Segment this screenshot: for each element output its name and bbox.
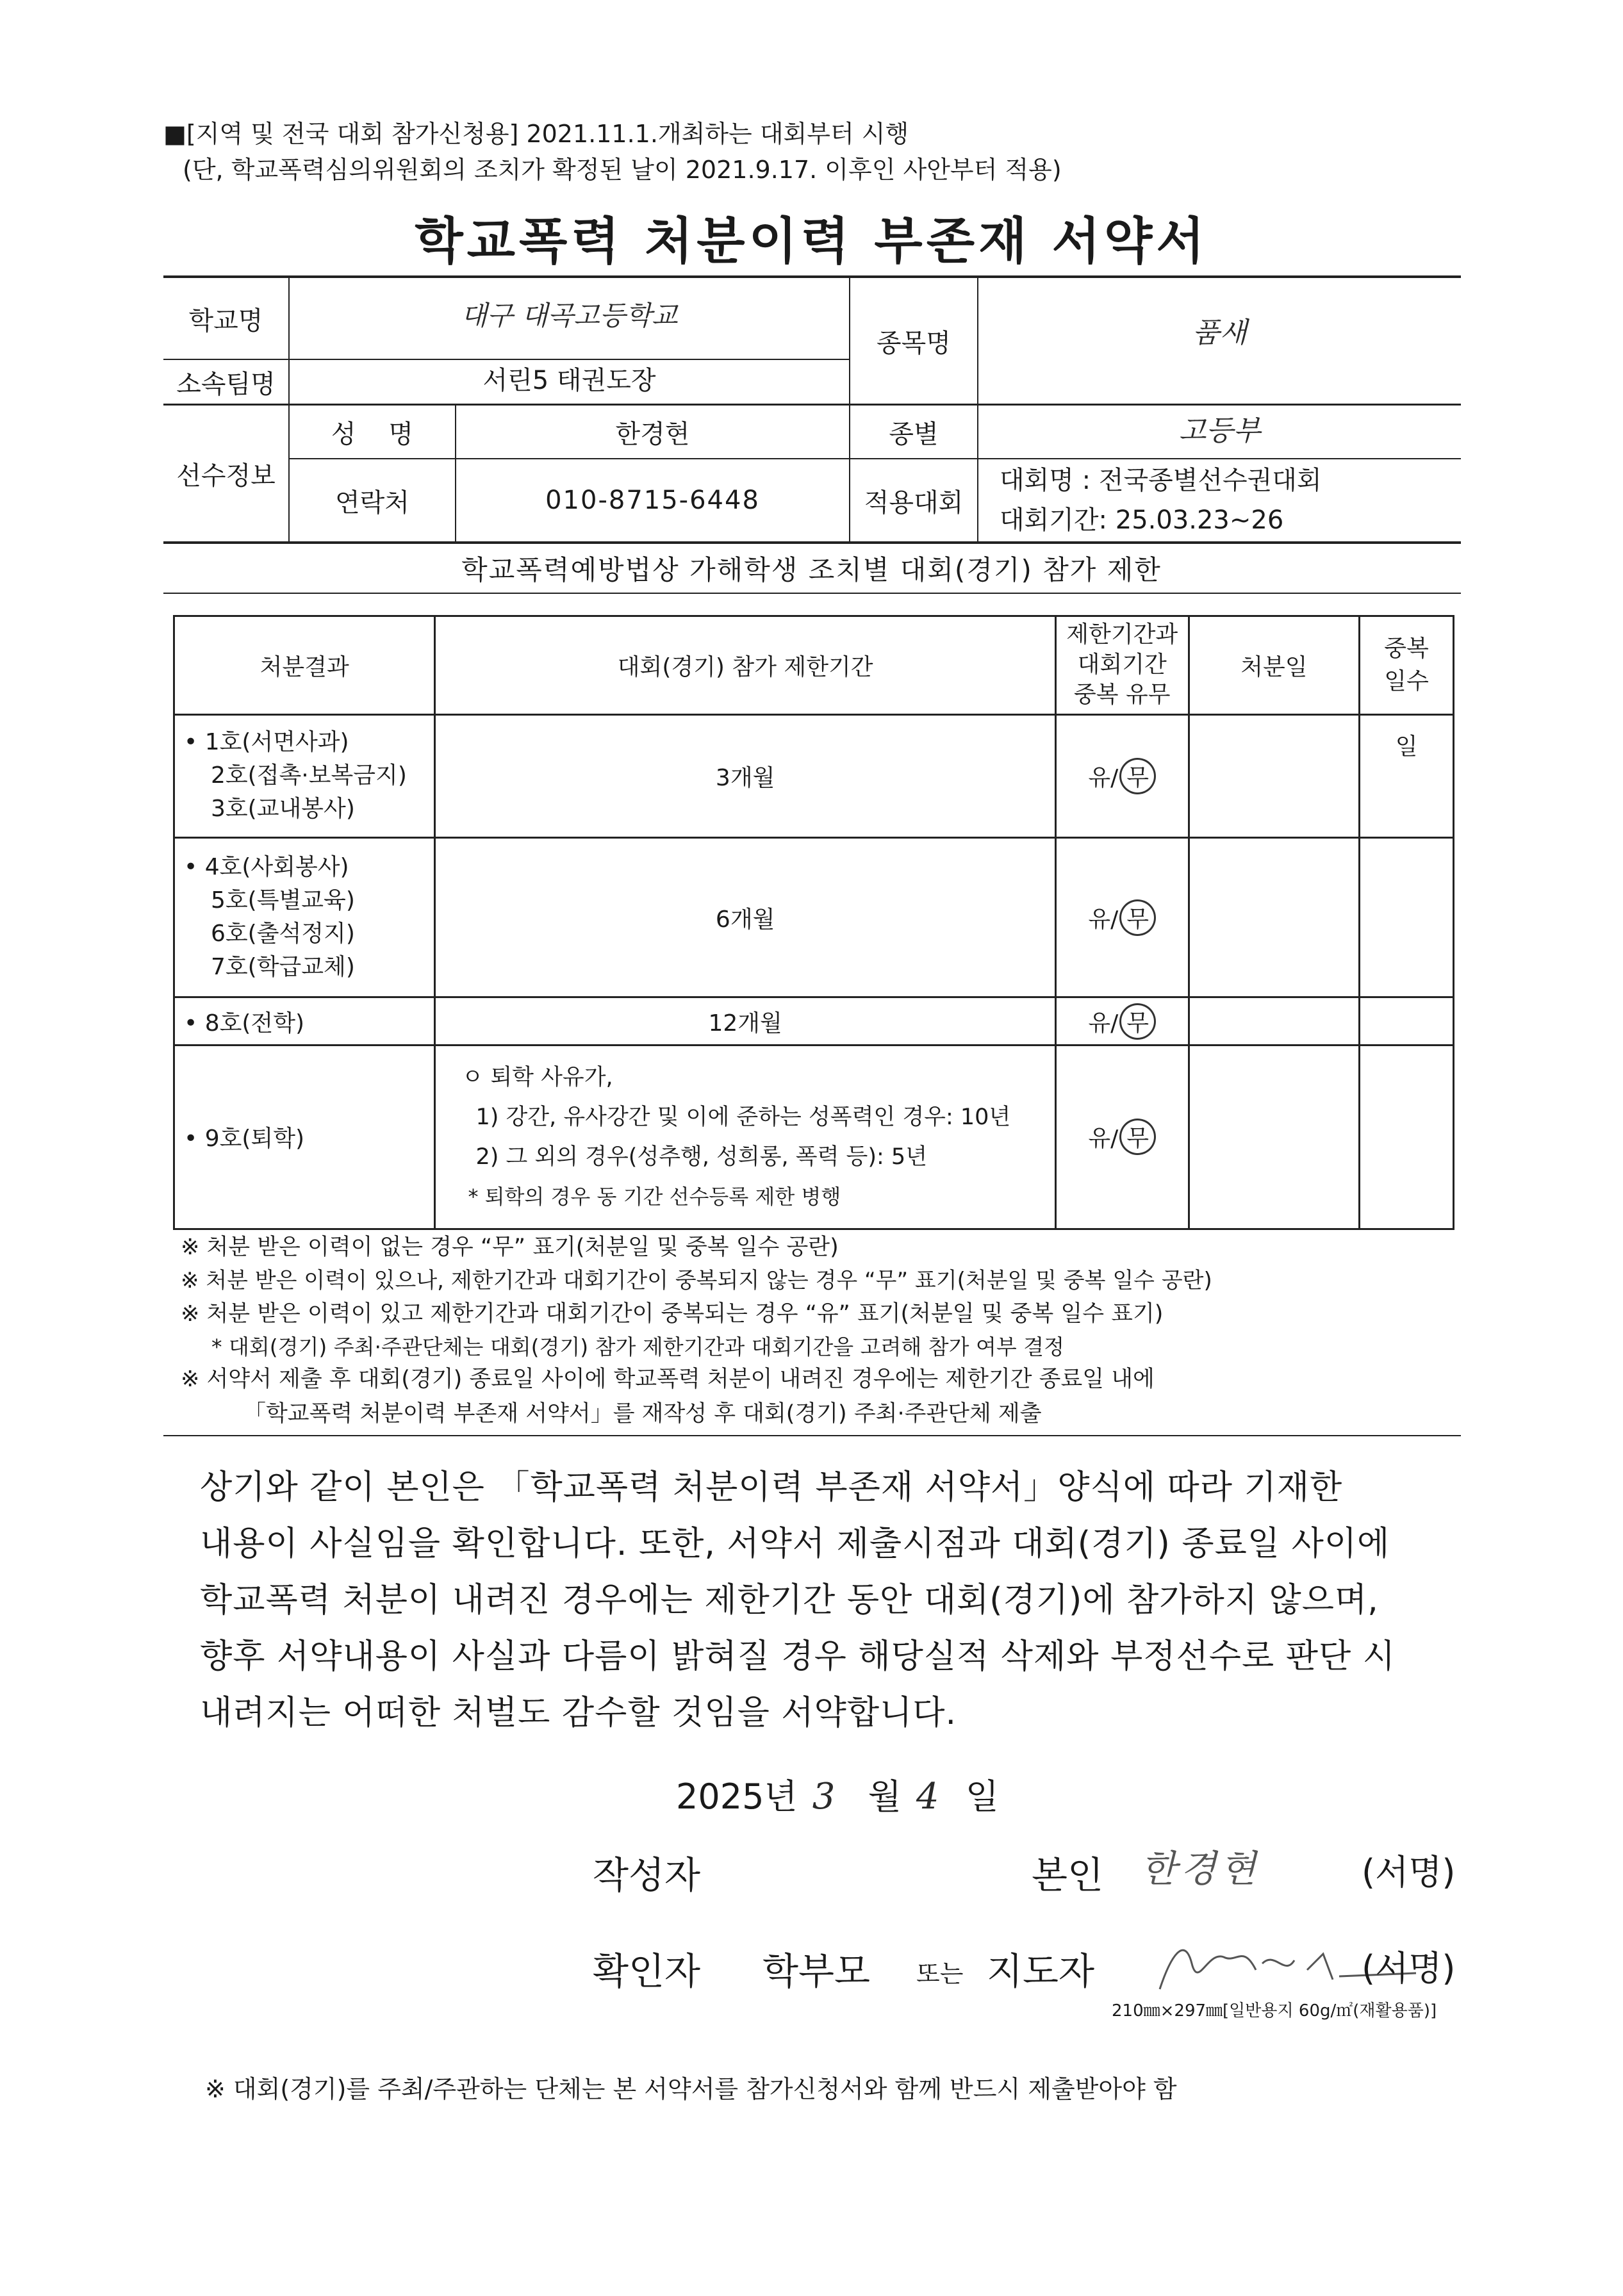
header-date: 처분일 (1189, 616, 1360, 715)
event-label: 종목명 (877, 329, 951, 358)
sanction-header-row (174, 616, 1454, 715)
name-value: 한경현 (615, 419, 690, 449)
writer-label: 작성자 (593, 1853, 701, 1897)
result-cell: • 9호(퇴학) (174, 1045, 435, 1229)
result-cell: • 8호(전학) (174, 997, 435, 1045)
days-cell: 일 (1360, 715, 1454, 837)
paper-spec: 210㎜×297㎜[일반용지 60g/㎡(재활용품)] (1112, 2001, 1437, 2021)
result-cell: • 4호(사회봉사) 5호(특별교육) 6호(출석정지) 7호(학급교체) (174, 837, 435, 997)
note-1: ※ 처분 받은 이력이 없는 경우 “무” 표기(처분일 및 중복 일수 공란) (181, 1234, 839, 1260)
school-value: 대구 대곡고등학교 (461, 300, 678, 331)
footer-note: ※ 대회(경기)를 주최/주관하는 단체는 본 서약서를 참가신청서와 함께 반드시 제출받아야 함 (205, 2075, 1177, 2103)
competition-name: 대회명 : 전국종별선수권대회 (1000, 466, 1322, 495)
header-days: 중복 일수 (1360, 616, 1454, 715)
self-signature: 한경현 (1141, 1847, 1260, 1890)
header-result: 처분결과 (174, 616, 435, 715)
overlap-cell: 유/ 무 (1055, 1045, 1189, 1229)
note-6: 「학교폭력 처분이력 부존재 서약서」를 재작성 후 대회(경기) 주최·주관단체 제출 (243, 1401, 1042, 1427)
header-period: 대회(경기) 참가 제한기간 (435, 616, 1055, 715)
parent-label: 학부모 (762, 1949, 871, 1993)
days-cell (1360, 1045, 1454, 1229)
overlap-cell: 유/ 무 (1055, 837, 1189, 997)
date-cell (1189, 837, 1360, 997)
athlete-info-label: 선수정보 (176, 461, 276, 491)
page-title: 학교폭력 처분이력 부존재 서약서 (415, 213, 1208, 270)
result-cell: • 1호(서면사과) 2호(접촉·보복금지) 3호(교내봉사) (174, 715, 435, 837)
date-cell (1189, 715, 1360, 837)
table-row (174, 1045, 1454, 1229)
period-cell: ㅇ 퇴학 사유가, 1) 강간, 유사강간 및 이에 준하는 성폭력인 경우: 10년 2) 그 외의 경우(성추행, 성희롱, 폭력 등): 5년 * 퇴학의 경우 동 기간 선수등록 제한 병행 (435, 1045, 1055, 1229)
or-label: 또는 (916, 1960, 964, 1988)
notice-line-1: ■[지역 및 전국 대회 참가신청용] 2021.11.1.개최하는 대회부터 시행 (163, 120, 909, 148)
table-row (174, 837, 1454, 997)
period-cell: 6개월 (435, 837, 1055, 997)
period-cell: 3개월 (435, 715, 1055, 837)
table-row (174, 715, 1454, 837)
overlap-cell: 유/ 무 (1055, 997, 1189, 1045)
competition-label: 적용대회 (864, 488, 964, 518)
note-3: ※ 처분 받은 이력이 있고 제한기간과 대회기간이 중복되는 경우 “유” 표기(처분일 및 중복 일수 표기) (181, 1301, 1164, 1327)
header-overlap: 제한기간과 대회기간 중복 유무 (1055, 616, 1189, 715)
self-label: 본인 (1032, 1853, 1104, 1897)
contact-value: 010-8715-6448 (545, 486, 760, 515)
coach-label: 지도자 (987, 1949, 1095, 1993)
table-row (174, 997, 1454, 1045)
contact-label: 연락처 (335, 488, 409, 518)
sanction-table (173, 615, 1454, 1230)
competition-period: 대회기간: 25.03.23~26 (1000, 505, 1284, 535)
confirmer-label: 확인자 (593, 1949, 701, 1993)
section-title: 학교폭력예방법상 가해학생 조치별 대회(경기) 참가 제한 (461, 554, 1162, 586)
division-value: 고등부 (1178, 414, 1261, 447)
notice-line-2: (단, 학교폭력심의위원회의 조치가 확정된 날이 2021.9.17. 이후인 사안부터 적용) (183, 156, 1062, 184)
pledge-date: 2025년 3 월 4 일 (676, 1776, 999, 1817)
days-cell (1360, 837, 1454, 997)
date-cell (1189, 997, 1360, 1045)
self-sign-mark: (서명) (1362, 1852, 1456, 1892)
note-2: ※ 처분 받은 이력이 있으나, 제한기간과 대회기간이 중복되지 않는 경우 “무” 표기(처분일 및 중복 일수 공란) (181, 1268, 1212, 1293)
name-label: 성 명 (331, 419, 414, 449)
team-value: 서린5 태권도장 (482, 365, 656, 395)
team-label: 소속팀명 (176, 369, 276, 399)
school-label: 학교명 (188, 306, 263, 336)
note-4: * 대회(경기) 주최·주관단체는 대회(경기) 참가 제한기간과 대회기간을 고려해 참가 여부 결정 (211, 1334, 1064, 1359)
date-cell (1189, 1045, 1360, 1229)
pledge-text: 상기와 같이 본인은 「학교폭력 처분이력 부존재 서약서」양식에 따라 기재한 내용이 사실임을 확인합니다. 또한, 서약서 제출시점과 대회(경기) 종료일 사이에 학교폭력 처분이 내려진 경우에는 제한기간 동안 대회(경기)에 참가하지 않으며, 향후 서약내용이 사실과 다름이 밝혀질 경우 해당실적 삭제와 부정선수로 판단 시 내려지는 어떠한 처벌도 감수할 것임을 서약합니다. (200, 1468, 1396, 1732)
note-5: ※ 서약서 제출 후 대회(경기) 종료일 사이에 학교폭력 처분이 내려진 경우에는 제한기간 종료일 내에 (181, 1366, 1155, 1392)
overlap-cell: 유/ 무 (1055, 715, 1189, 837)
division-label: 종별 (889, 419, 939, 449)
event-value: 품새 (1192, 316, 1247, 349)
days-cell (1360, 997, 1454, 1045)
period-cell: 12개월 (435, 997, 1055, 1045)
coach-sign-mark: (서명) (1362, 1948, 1456, 1988)
